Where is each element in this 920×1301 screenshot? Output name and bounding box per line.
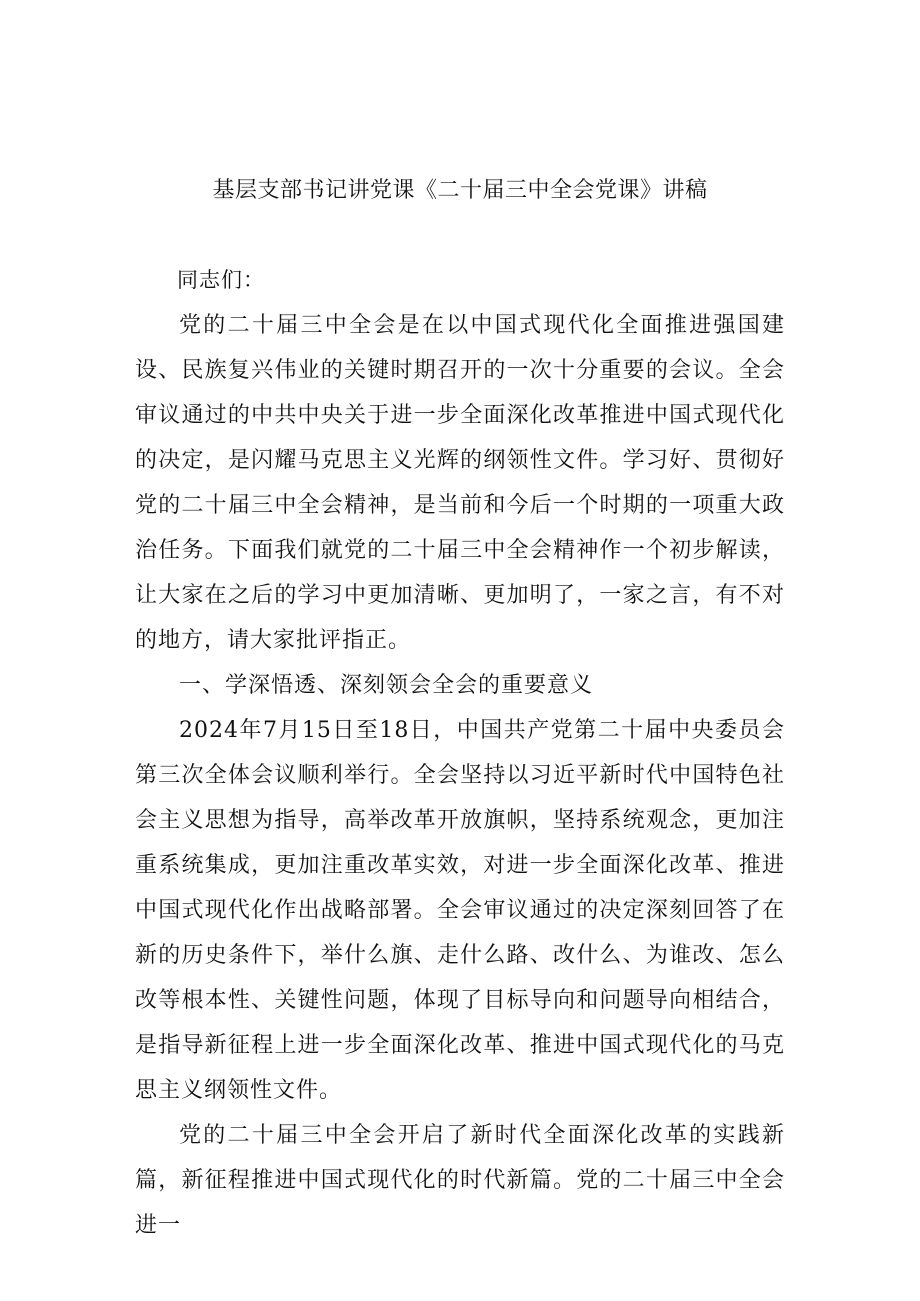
salutation: 同志们： <box>177 268 265 292</box>
body-paragraph: 2024年7月15日至18日，中国共产党第二十届中央委员会第三次全体会议顺利举行。全会坚持以习近平新时代中国特色社会主义思想为指导，高举改革开放旗帜，坚持系统观念，更加注重系统集成，更加注重改革实效，对进一步全面深化改革、推进中国式现代化作出战略部署。全会审议通过的决定深刻回答了在新的历史条件下，举什么旗、走什么路、改什么、为谁改、怎么改等根本性、关键性问题，体现了目标导向和问题导向相结合，是指导新征程上进一步全面深化改革、推进中国式现代化的马克思主义纲领性文件。 <box>135 718 785 1103</box>
intro-paragraph: 党的二十届三中全会是在以中国式现代化全面推进强国建设、民族复兴伟业的关键时期召开的一次十分重要的会议。全会审议通过的中共中央关于进一步全面深化改革推进中国式现代化的决定，是闪耀马克思主义光辉的纲领性文件。学习好、贯彻好党的二十届三中全会精神，是当前和今后一个时期的一项重大政治任务。下面我们就党的二十届三中全会精神作一个初步解读，让大家在之后的学习中更加清晰、更加明了，一家之言，有不对的地方，请大家批评指正。 <box>135 313 785 653</box>
document-body <box>135 258 785 1248</box>
body-paragraph: 党的二十届三中全会开启了新时代全面深化改革的实践新篇，新征程推进中国式现代化的时代新篇。党的二十届三中全会进一 <box>135 1123 785 1238</box>
section-heading: 一、学深悟透、深刻领会全会的重要意义 <box>179 673 594 698</box>
document-title: 基层支部书记讲党课《二十届三中全会党课》讲稿 <box>212 178 708 203</box>
